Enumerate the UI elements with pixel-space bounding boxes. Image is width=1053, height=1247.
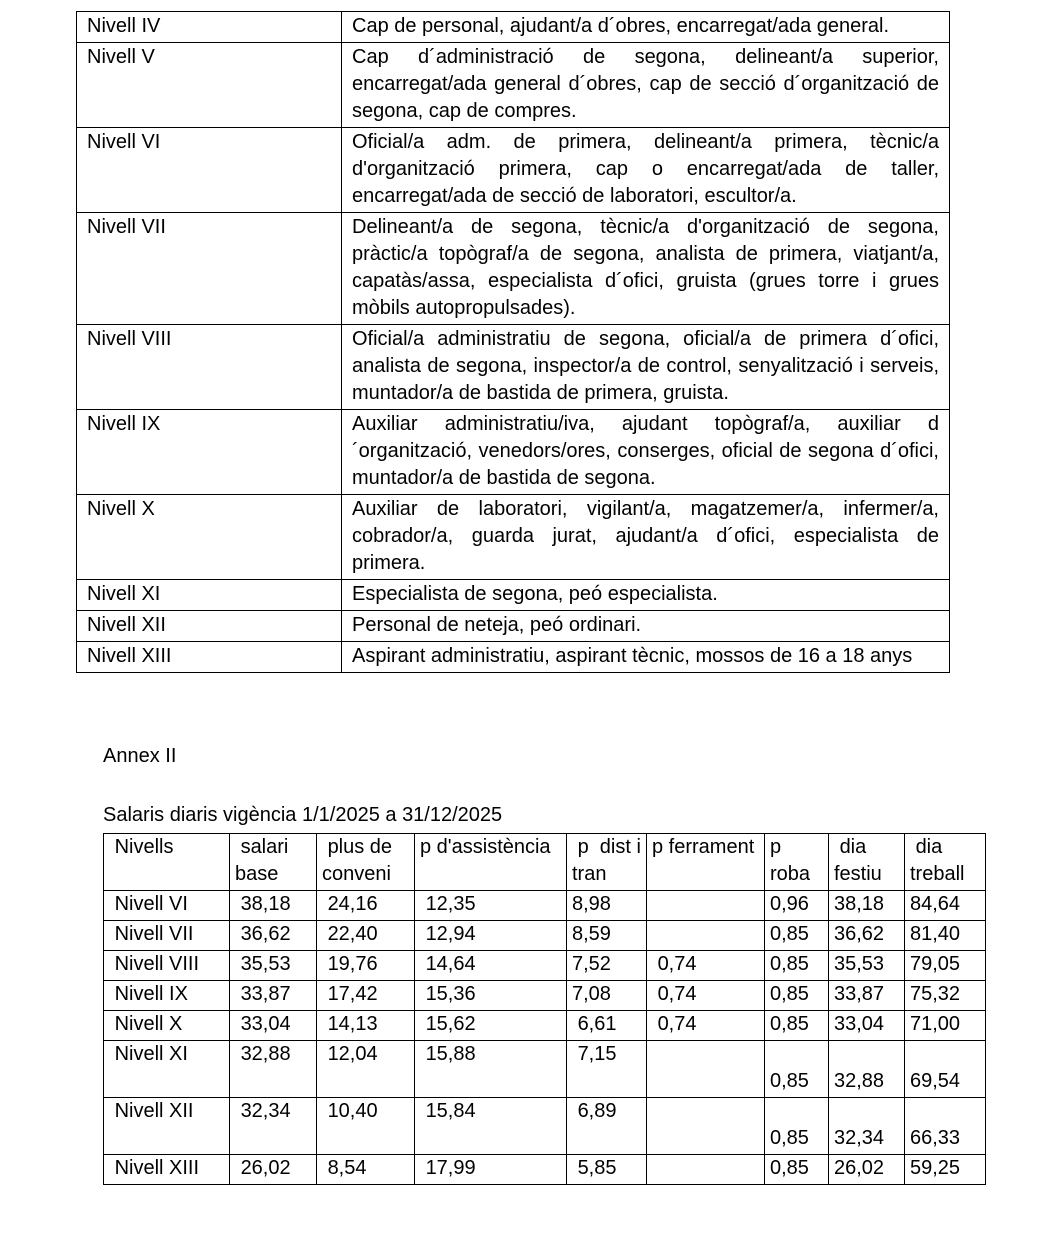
- salary-cell: 6,61: [567, 1011, 647, 1041]
- column-header: p d'assistència: [415, 834, 567, 891]
- salary-cell: [647, 1041, 765, 1098]
- salary-cell: [647, 891, 765, 921]
- row-level: Nivell X: [104, 1011, 230, 1041]
- salary-cell: 32,88: [230, 1041, 317, 1098]
- salary-row: [104, 921, 986, 951]
- salary-cell: 32,34: [230, 1098, 317, 1155]
- salary-cell: 12,94: [415, 921, 567, 951]
- salary-cell: 17,42: [317, 981, 415, 1011]
- level-description: Personal de neteja, peó ordinari.: [342, 611, 950, 642]
- salary-cell: 5,85: [567, 1155, 647, 1185]
- salary-cell: 75,32: [905, 981, 986, 1011]
- salary-cell: 66,33: [905, 1098, 986, 1155]
- row-level: Nivell IX: [104, 981, 230, 1011]
- salary-cell: 15,36: [415, 981, 567, 1011]
- salary-cell: 15,84: [415, 1098, 567, 1155]
- salary-cell: 0,96: [765, 891, 829, 921]
- level-description: Oficial/a adm. de primera, delineant/a primera, tècnic/a d'organització primera, cap o encarregat/ada de taller, encarregat/ada de secció de laboratori, escultor/a.: [342, 128, 950, 213]
- salary-cell: 7,52: [567, 951, 647, 981]
- salary-cell: 0,85: [765, 1041, 829, 1098]
- salary-row: [104, 1041, 986, 1098]
- row-level: Nivell VII: [104, 921, 230, 951]
- salary-row: [104, 891, 986, 921]
- salary-cell: 36,62: [230, 921, 317, 951]
- level-row: [77, 410, 950, 495]
- salary-cell: 35,53: [230, 951, 317, 981]
- salary-cell: 14,64: [415, 951, 567, 981]
- column-header: plus de conveni: [317, 834, 415, 891]
- salary-cell: [647, 1155, 765, 1185]
- column-header: p dist i tran: [567, 834, 647, 891]
- level-name: Nivell VII: [77, 213, 342, 325]
- column-header: Nivells: [104, 834, 230, 891]
- salary-table-caption: Salaris diaris vigència 1/1/2025 a 31/12/2025: [103, 804, 503, 826]
- annex-title: Annex II: [103, 745, 177, 767]
- level-name: Nivell XI: [77, 580, 342, 611]
- salary-cell: 0,85: [765, 981, 829, 1011]
- salary-cell: 15,88: [415, 1041, 567, 1098]
- salary-cell: 38,18: [230, 891, 317, 921]
- salary-cell: 7,08: [567, 981, 647, 1011]
- salary-cell: 59,25: [905, 1155, 986, 1185]
- level-description: Oficial/a administratiu de segona, oficial/a de primera d´ofici, analista de segona, inspector/a de control, senyalització i serveis, muntador/a de bastida de primera, gruista.: [342, 325, 950, 410]
- salary-cell: 6,89: [567, 1098, 647, 1155]
- salary-cell: 0,74: [647, 951, 765, 981]
- level-name: Nivell VIII: [77, 325, 342, 410]
- level-name: Nivell VI: [77, 128, 342, 213]
- salary-cell: 81,40: [905, 921, 986, 951]
- salary-cell: 24,16: [317, 891, 415, 921]
- level-name: Nivell IV: [77, 12, 342, 43]
- salary-cell: 0,85: [765, 1011, 829, 1041]
- salary-cell: 33,04: [230, 1011, 317, 1041]
- salary-cell: 7,15: [567, 1041, 647, 1098]
- salary-cell: 19,76: [317, 951, 415, 981]
- salary-cell: 0,85: [765, 1098, 829, 1155]
- column-header: p roba: [765, 834, 829, 891]
- salary-cell: 33,87: [829, 981, 905, 1011]
- salary-row: [104, 1155, 986, 1185]
- salary-cell: 84,64: [905, 891, 986, 921]
- salary-cell: 22,40: [317, 921, 415, 951]
- salary-cell: [647, 921, 765, 951]
- salary-cell: 0,74: [647, 981, 765, 1011]
- salary-cell: 14,13: [317, 1011, 415, 1041]
- level-row: [77, 495, 950, 580]
- salary-cell: 38,18: [829, 891, 905, 921]
- levels-table: [76, 11, 950, 673]
- row-level: Nivell VI: [104, 891, 230, 921]
- salary-cell: 26,02: [829, 1155, 905, 1185]
- level-row: [77, 213, 950, 325]
- level-description: Cap de personal, ajudant/a d´obres, encarregat/ada general.: [342, 12, 950, 43]
- salary-table: [103, 833, 986, 1185]
- level-row: [77, 12, 950, 43]
- level-row: [77, 325, 950, 410]
- level-row: [77, 580, 950, 611]
- salary-row: [104, 1011, 986, 1041]
- level-row: [77, 611, 950, 642]
- level-description: Especialista de segona, peó especialista.: [342, 580, 950, 611]
- level-name: Nivell XII: [77, 611, 342, 642]
- salary-cell: 32,88: [829, 1041, 905, 1098]
- level-name: Nivell X: [77, 495, 342, 580]
- column-header: dia treball: [905, 834, 986, 891]
- level-name: Nivell V: [77, 43, 342, 128]
- salary-cell: 0,85: [765, 951, 829, 981]
- salary-cell: 8,98: [567, 891, 647, 921]
- salary-cell: 71,00: [905, 1011, 986, 1041]
- salary-cell: 10,40: [317, 1098, 415, 1155]
- level-description: Delineant/a de segona, tècnic/a d'organització de segona, pràctic/a topògraf/a de segona, analista de primera, viatjant/a, capatàs/assa, especialista d´ofici, gruista (grues torre i grues mòbils autopropulsades).: [342, 213, 950, 325]
- salary-cell: 12,35: [415, 891, 567, 921]
- salary-cell: 8,54: [317, 1155, 415, 1185]
- salary-cell: 32,34: [829, 1098, 905, 1155]
- row-level: Nivell XII: [104, 1098, 230, 1155]
- row-level: Nivell VIII: [104, 951, 230, 981]
- salary-cell: 33,04: [829, 1011, 905, 1041]
- level-description: Auxiliar administratiu/iva, ajudant topògraf/a, auxiliar d´organització, venedors/ores, conserges, oficial de segona d´ofici, muntador/a de bastida de segona.: [342, 410, 950, 495]
- level-row: [77, 642, 950, 673]
- salary-cell: 8,59: [567, 921, 647, 951]
- salary-cell: 36,62: [829, 921, 905, 951]
- row-level: Nivell XI: [104, 1041, 230, 1098]
- salary-cell: 15,62: [415, 1011, 567, 1041]
- column-header: p ferrament: [647, 834, 765, 891]
- level-row: [77, 128, 950, 213]
- salary-cell: 0,85: [765, 1155, 829, 1185]
- salary-cell: 17,99: [415, 1155, 567, 1185]
- salary-cell: 0,74: [647, 1011, 765, 1041]
- level-description: Auxiliar de laboratori, vigilant/a, magatzemer/a, infermer/a, cobrador/a, guarda jurat, ajudant/a d´ofici, especialista de primera.: [342, 495, 950, 580]
- level-name: Nivell XIII: [77, 642, 342, 673]
- level-description: Aspirant administratiu, aspirant tècnic, mossos de 16 a 18 anys: [342, 642, 950, 673]
- column-header: dia festiu: [829, 834, 905, 891]
- salary-cell: 0,85: [765, 921, 829, 951]
- row-level: Nivell XIII: [104, 1155, 230, 1185]
- level-description: Cap d´administració de segona, delineant/a superior, encarregat/ada general d´obres, cap de secció d´organització de segona, cap de compres.: [342, 43, 950, 128]
- salary-cell: [647, 1098, 765, 1155]
- salary-row: [104, 1098, 986, 1155]
- salary-row: [104, 951, 986, 981]
- salary-cell: 35,53: [829, 951, 905, 981]
- salary-row: [104, 981, 986, 1011]
- salary-cell: 69,54: [905, 1041, 986, 1098]
- column-header: salari base: [230, 834, 317, 891]
- salary-cell: 79,05: [905, 951, 986, 981]
- salary-cell: 12,04: [317, 1041, 415, 1098]
- salary-header-row: [104, 834, 986, 891]
- salary-cell: 26,02: [230, 1155, 317, 1185]
- salary-cell: 33,87: [230, 981, 317, 1011]
- level-name: Nivell IX: [77, 410, 342, 495]
- level-row: [77, 43, 950, 128]
